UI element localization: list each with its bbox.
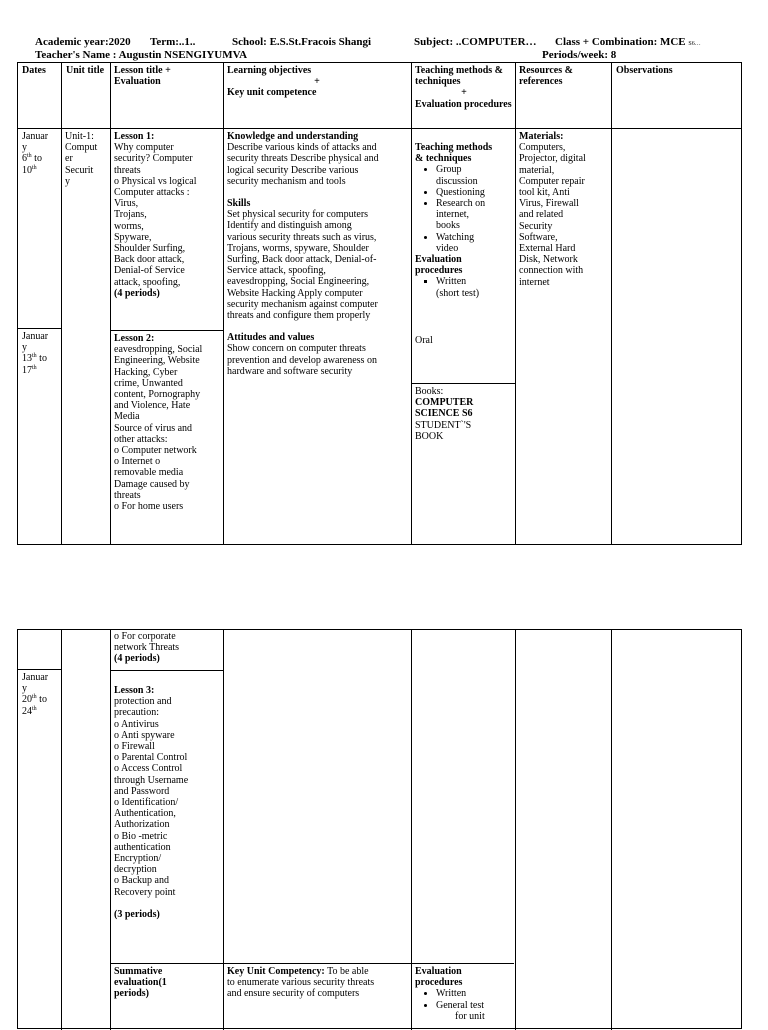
method-item: • Research on internet, books	[436, 198, 514, 232]
lesson-3: Lesson 3: protection and precaution: o Antivirus o Anti spyware o Firewall o Parental Control o Access Control through Username and Password o Identification/ Authentication, Authorization o Bio -metric authentication Encryption/ decryption o Backup and Recovery point (3 periods)	[114, 685, 189, 920]
unit-title: Unit-1: Comput er Securit y	[65, 131, 98, 187]
col-header-resources: Resources & references	[519, 65, 573, 88]
scheme-table-page1	[17, 62, 742, 545]
evaluation-item: • Written	[436, 988, 514, 999]
key-unit-competency: Key Unit Competency: To be able to enumerate various security threats and ensure security of computers	[227, 966, 375, 1000]
date-week-3: Januar y 20th to 24th	[22, 672, 49, 717]
col-header-lesson: Lesson title + Evaluation	[114, 65, 171, 88]
subject: Subject: ..COMPUTER…	[414, 36, 537, 48]
date-week-2: Januar y 13th to 17th	[22, 331, 49, 376]
school-name: School: E.S.St.Fracois Shangi	[232, 36, 372, 48]
periods-per-week: Periods/week: 8	[542, 49, 617, 61]
lesson-2-continued: o For corporate network Threats (4 periods)	[114, 631, 180, 665]
learning-objectives: Knowledge and understanding Describe various kinds of attacks and security threats Describe physical and logical security Describe various security mechanism and tools Skills Set physical security for computers Identify and distinguish among various security threats such as virus, Trojans, worms, spyware, Shoulder Surfing, Back door attack, Denial-of- Service attack, spoofing, eavesdropping, Social Engineering, Website Hacking Apply computer security mechanism against computer threats and configure them properly Attitudes and values Show concern on computer threats prevention and develop awareness on hardware and software security	[227, 131, 379, 377]
col-header-methods: Teaching methods & techniques + Evaluation procedures	[415, 65, 512, 110]
lesson-1: Lesson 1: Why computer security? Computer threats o Physical vs logical Computer attacks : Virus, Trojans, worms, Spyware, Shoulder Surfing, Back door attack, Denial-of Service attack, spoofing, (4 periods)	[114, 131, 197, 299]
teaching-methods: Teaching methods & techniques • Group discussion • Questioning • Research on internet, books • Watching video Evaluation procedures ▪ Written (short test)	[415, 142, 514, 299]
evaluation-oral: Oral	[415, 335, 433, 346]
method-item: • Watching video	[436, 232, 514, 254]
class-combination: Class + Combination: MCE S6…	[555, 36, 701, 48]
evaluation-item-cut: for unit	[455, 1010, 485, 1022]
col-header-objectives: Learning objectives + Key unit competence	[227, 65, 320, 99]
resources-materials: Materials: Computers, Projector, digital material, Computer repair tool kit, Anti Virus, Firewall and related Security Software, External Hard Disk, Network connection with internet	[519, 131, 586, 288]
method-item: • Group discussion	[436, 164, 514, 186]
books-reference: Books: COMPUTER SCIENCE S6 STUDENT`'S BOOK	[415, 386, 474, 442]
summative-evaluation-procedures: Evaluation procedures • Written • General test for unit	[415, 966, 514, 1022]
date-week-1: Januar y 6th to 10th	[22, 131, 49, 176]
method-item: • Questioning	[436, 187, 514, 198]
col-header-unit-title: Unit title	[66, 65, 105, 76]
summative-evaluation: Summative evaluation(1 periods)	[114, 966, 167, 1000]
scheme-table-page2	[17, 629, 742, 1029]
term: Term:..1..	[150, 36, 196, 48]
lesson-2: Lesson 2: eavesdropping, Social Engineering, Website Hacking, Cyber crime, Unwanted content, Pornography and Violence, Hate Media Source of virus and other attacks: o Computer network o Internet o removable media Damage caused by threats o For home users	[114, 333, 203, 513]
col-header-dates: Dates	[22, 65, 46, 76]
academic-year: Academic year:2020	[35, 36, 131, 48]
evaluation-item: • General test	[436, 1000, 514, 1011]
teacher-name: Teacher's Name : Augustin NSENGIYUMVA	[35, 49, 248, 61]
col-header-observations: Observations	[616, 65, 673, 76]
evaluation-item: ▪ Written (short test)	[436, 276, 514, 298]
